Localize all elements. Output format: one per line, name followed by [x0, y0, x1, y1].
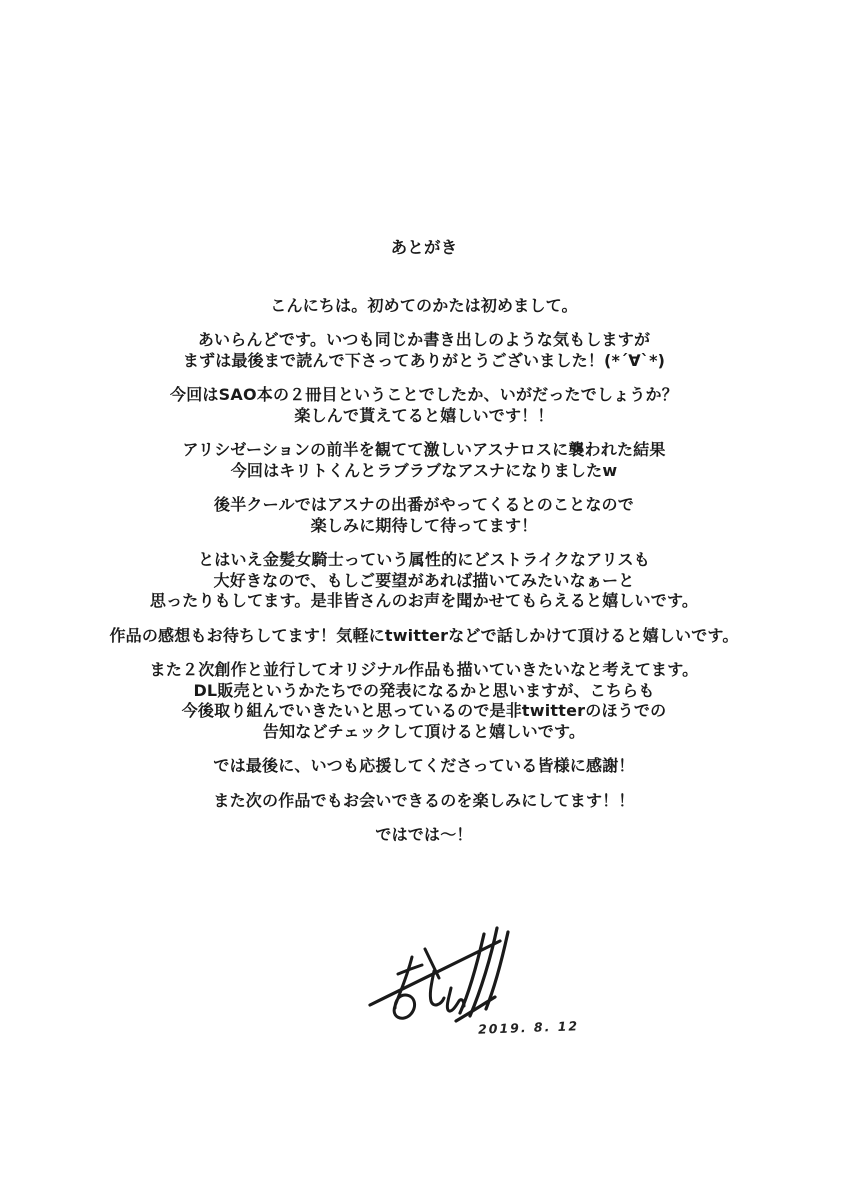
afterword-paragraph	[0, 440, 848, 481]
page-title: あとがき	[390, 238, 458, 257]
afterword-line: 後半クールではアスナの出番がやってくるとのことなので	[214, 495, 634, 514]
afterword-line: ではでは～！	[375, 825, 473, 844]
artist-signature	[350, 905, 530, 1035]
afterword-line: では最後に、いつも応援してくださっている皆様に感謝！	[213, 756, 635, 775]
afterword-paragraph	[0, 330, 848, 371]
signature-autograph	[350, 905, 530, 1035]
afterword-paragraph	[0, 756, 848, 777]
afterword-line: 楽しんで貰えてると嬉しいです！！	[294, 405, 554, 425]
afterword-paragraph	[0, 550, 848, 612]
afterword-text-block	[0, 238, 848, 860]
afterword-line: こんにちは。初めてのかたは初めまして。	[270, 295, 578, 315]
signature-date: 2019. 8. 12	[477, 1018, 580, 1037]
afterword-paragraph	[0, 626, 848, 647]
afterword-line: 大好きなので、もしご要望があれば描いてみたいなぁーと	[213, 570, 635, 590]
afterword-line: まずは最後まで読んで下さってありがとうございました！(*´∀`*)	[182, 350, 666, 370]
afterword-line: 作品の感想もお待ちしてます！気軽にtwitterなどで話しかけて頂けると嬉しいです。	[109, 625, 739, 645]
afterword-line: 今回はキリトくんとラブラブなアスナになりましたw	[230, 460, 618, 480]
afterword-line: DL販売というかたちでの発表になるかと思いますが、こちらも	[193, 680, 655, 700]
afterword-paragraph	[0, 296, 848, 317]
afterword-paragraph	[0, 495, 848, 536]
afterword-line: また次の作品でもお会いできるのを楽しみにしてます！！	[213, 790, 635, 810]
afterword-line: あいらんどです。いつも同じか書き出しのような気もしますが	[197, 330, 651, 349]
afterword-line: 告知などチェックして頂けると嬉しいです。	[262, 721, 586, 741]
afterword-paragraph	[0, 385, 848, 426]
afterword-line: 楽しみに期待して待ってます！	[310, 515, 538, 535]
afterword-line: アリシゼーションの前半を観てて激しいアスナロスに襲われた結果	[182, 440, 666, 459]
afterword-line: 今後取り組んでいきたいと思っているので是非twitterのほうでの	[181, 701, 667, 720]
afterword-paragraph	[0, 791, 848, 812]
afterword-line: とはいえ金髪女騎士っていう属性的にどストライクなアリスも	[198, 550, 650, 569]
afterword-line: また２次創作と並行してオリジナル作品も描いていきたいなと考えてます。	[149, 660, 699, 679]
afterword-line: 今回はSAO本の２冊目ということでしたか、いがだったでしょうか？	[170, 385, 678, 404]
afterword-line: 思ったりもしてます。是非皆さんのお声を聞かせてもらえると嬉しいです。	[149, 591, 699, 610]
afterword-paragraph	[0, 825, 848, 846]
afterword-paragraph	[0, 660, 848, 742]
